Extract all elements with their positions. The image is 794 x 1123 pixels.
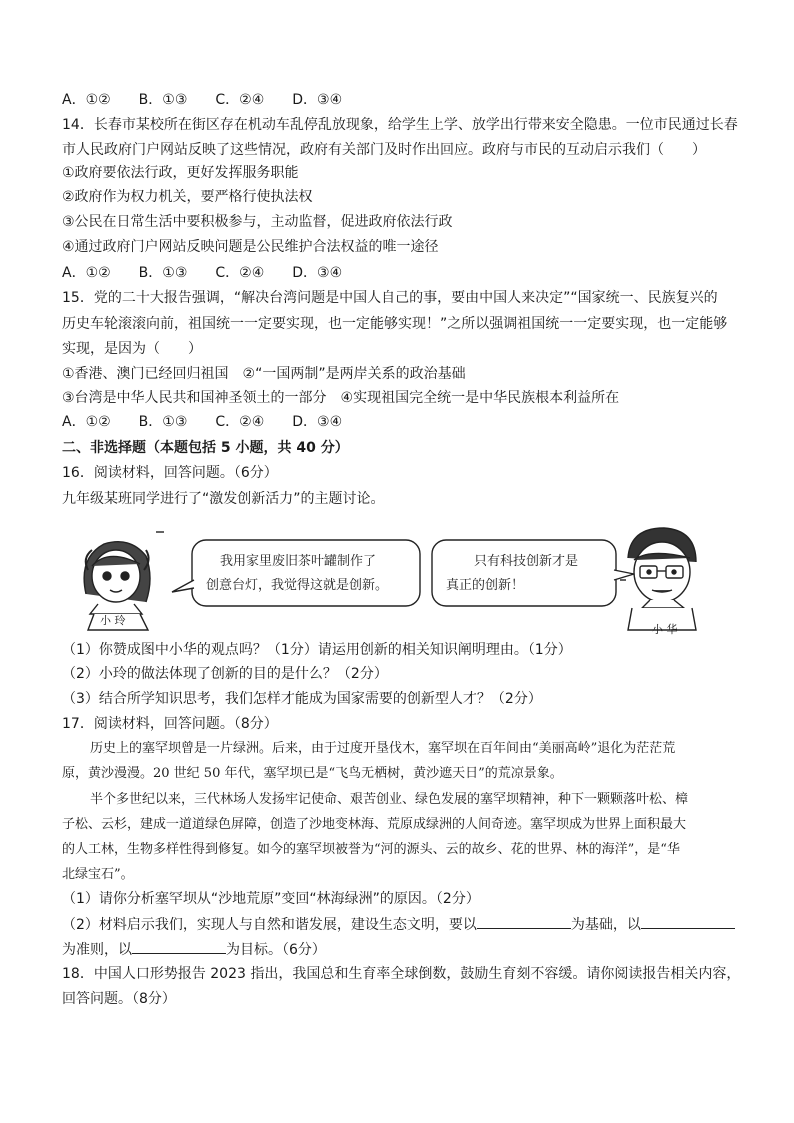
q16-cartoon	[60, 518, 700, 638]
q16-stem: 16．阅读材料，回答问题。（6分）	[62, 465, 278, 481]
q17-sub2-line1	[62, 914, 735, 935]
q17-para2-line4: 北绿宝石”。	[62, 867, 134, 882]
q18-stem-line2: 回答问题。（8分）	[62, 991, 176, 1007]
section2-heading: 二、非选择题（本题包括 5 小题，共 40 分）	[62, 440, 349, 456]
q17-sub1: （1）请你分析塞罕坝从“沙地荒原”变回“林海绿洲”的原因。（2分）	[62, 891, 480, 907]
q15-options: A．①② B．①③ C．②④ D．③④	[62, 414, 343, 430]
q15-stem-line3: 实现，是因为（ ）	[62, 341, 202, 357]
q14-item-4: ④通过政府门户网站反映问题是公民维护合法权益的唯一途径	[62, 239, 439, 255]
boy-figure-icon	[620, 528, 696, 630]
girl-speech-bubble	[192, 540, 420, 606]
girl-speech-line2: 创意台灯，我觉得这就是创新。	[206, 578, 389, 593]
q14-stem-line1: 14．长春市某校所在街区存在机动车乱停乱放现象，给学生上学、放学出行带来安全隐患。一位市民通过长春	[62, 117, 738, 133]
q14-item-2: ②政府作为权力机关，要严格行使执法权	[62, 189, 313, 205]
boy-name-label: 小 华	[652, 623, 678, 636]
boy-speech-line2: 真正的创新！	[446, 578, 525, 593]
q17-para2-line3: 的人工林，生物多样性得到修复。如今的塞罕坝被誉为“河的源头、云的故乡、花的世界、林的海洋”，是“华	[62, 842, 680, 857]
q16-intro: 九年级某班同学进行了“激发创新活力”的主题讨论。	[62, 491, 385, 507]
girl-name-label: 小 玲	[100, 614, 126, 627]
q17-sub2-text-d: 为目标。（6分）	[226, 942, 326, 958]
q18-stem-line1: 18．中国人口形势报告 2023 指出，我国总和生育率全球倒数，鼓励生育刻不容缓。请你阅读报告相关内容，	[62, 966, 741, 982]
boy-speech-bubble	[432, 540, 616, 606]
q17-blank-3[interactable]	[132, 939, 226, 954]
q16-sub3: （3）结合所学知识思考，我们怎样才能成为国家需要的创新型人才？（2分）	[62, 691, 542, 707]
q17-para2-line2: 子松、云杉，建成一道道绿色屏障，创造了沙地变林海、荒原成绿洲的人间奇迹。塞罕坝成为世界上面积最大	[62, 817, 687, 832]
q16-sub2: （2）小玲的做法体现了创新的目的是什么？（2分）	[62, 666, 388, 682]
q15-stem-line2: 历史车轮滚滚向前，祖国统一一定要实现，也一定能够实现！”之所以强调祖国统一一定要实现，也一定能够	[62, 316, 728, 332]
q17-sub2-line2	[62, 939, 326, 960]
q15-stem-line1: 15．党的二十大报告强调，“解决台湾问题是中国人自己的事，要由中国人来决定”“国家统一、民族复兴的	[62, 290, 718, 306]
q14-item-3: ③公民在日常生活中要积极参与，主动监督，促进政府依法行政	[62, 214, 453, 230]
q16-sub1: （1）你赞成图中小华的观点吗？（1分）请运用创新的相关知识阐明理由。（1分）	[62, 642, 572, 658]
q17-para1-line1: 历史上的塞罕坝曾是一片绿洲。后来，由于过度开垦伐木，塞罕坝在百年间由“美丽高岭”退化为茫茫荒	[90, 741, 676, 756]
girl-speech-line1: 我用家里废旧茶叶罐制作了	[220, 554, 377, 569]
q17-para1-line2: 原，黄沙漫漫。20 世纪 50 年代，塞罕坝已是“飞鸟无栖树，黄沙遮天日”的荒凉景象。	[62, 766, 563, 781]
boy-speech-line1: 只有科技创新才是	[474, 554, 579, 569]
q17-sub2-text-c: 为准则，以	[62, 942, 132, 958]
q13-options: A．①② B．①③ C．②④ D．③④	[62, 92, 343, 108]
q17-blank-1[interactable]	[477, 914, 571, 929]
q15-items-3-4: ③台湾是中华人民共和国神圣领土的一部分 ④实现祖国完全统一是中华民族根本利益所在	[62, 390, 620, 406]
q14-options: A．①② B．①③ C．②④ D．③④	[62, 265, 343, 281]
q14-item-1: ①政府要依法行政，更好发挥服务职能	[62, 165, 299, 181]
q17-para2-line1: 半个多世纪以来，三代林场人发扬牢记使命、艰苦创业、绿色发展的塞罕坝精神，种下一颗颗落叶松、樟	[90, 792, 689, 807]
q17-sub2-text-a: （2）材料启示我们，实现人与自然和谐发展，建设生态文明，要以	[62, 917, 477, 933]
q14-stem-line2: 市人民政府门户网站反映了这些情况，政府有关部门及时作出回应。政府与市民的互动启示我们（ ）	[62, 142, 706, 158]
q15-items-1-2: ①香港、澳门已经回归祖国 ②“一国两制”是两岸关系的政治基础	[62, 366, 466, 382]
q17-stem: 17．阅读材料，回答问题。（8分）	[62, 716, 278, 732]
q17-sub2-text-b: 为基础，以	[570, 917, 641, 933]
q17-blank-2[interactable]	[641, 914, 735, 929]
